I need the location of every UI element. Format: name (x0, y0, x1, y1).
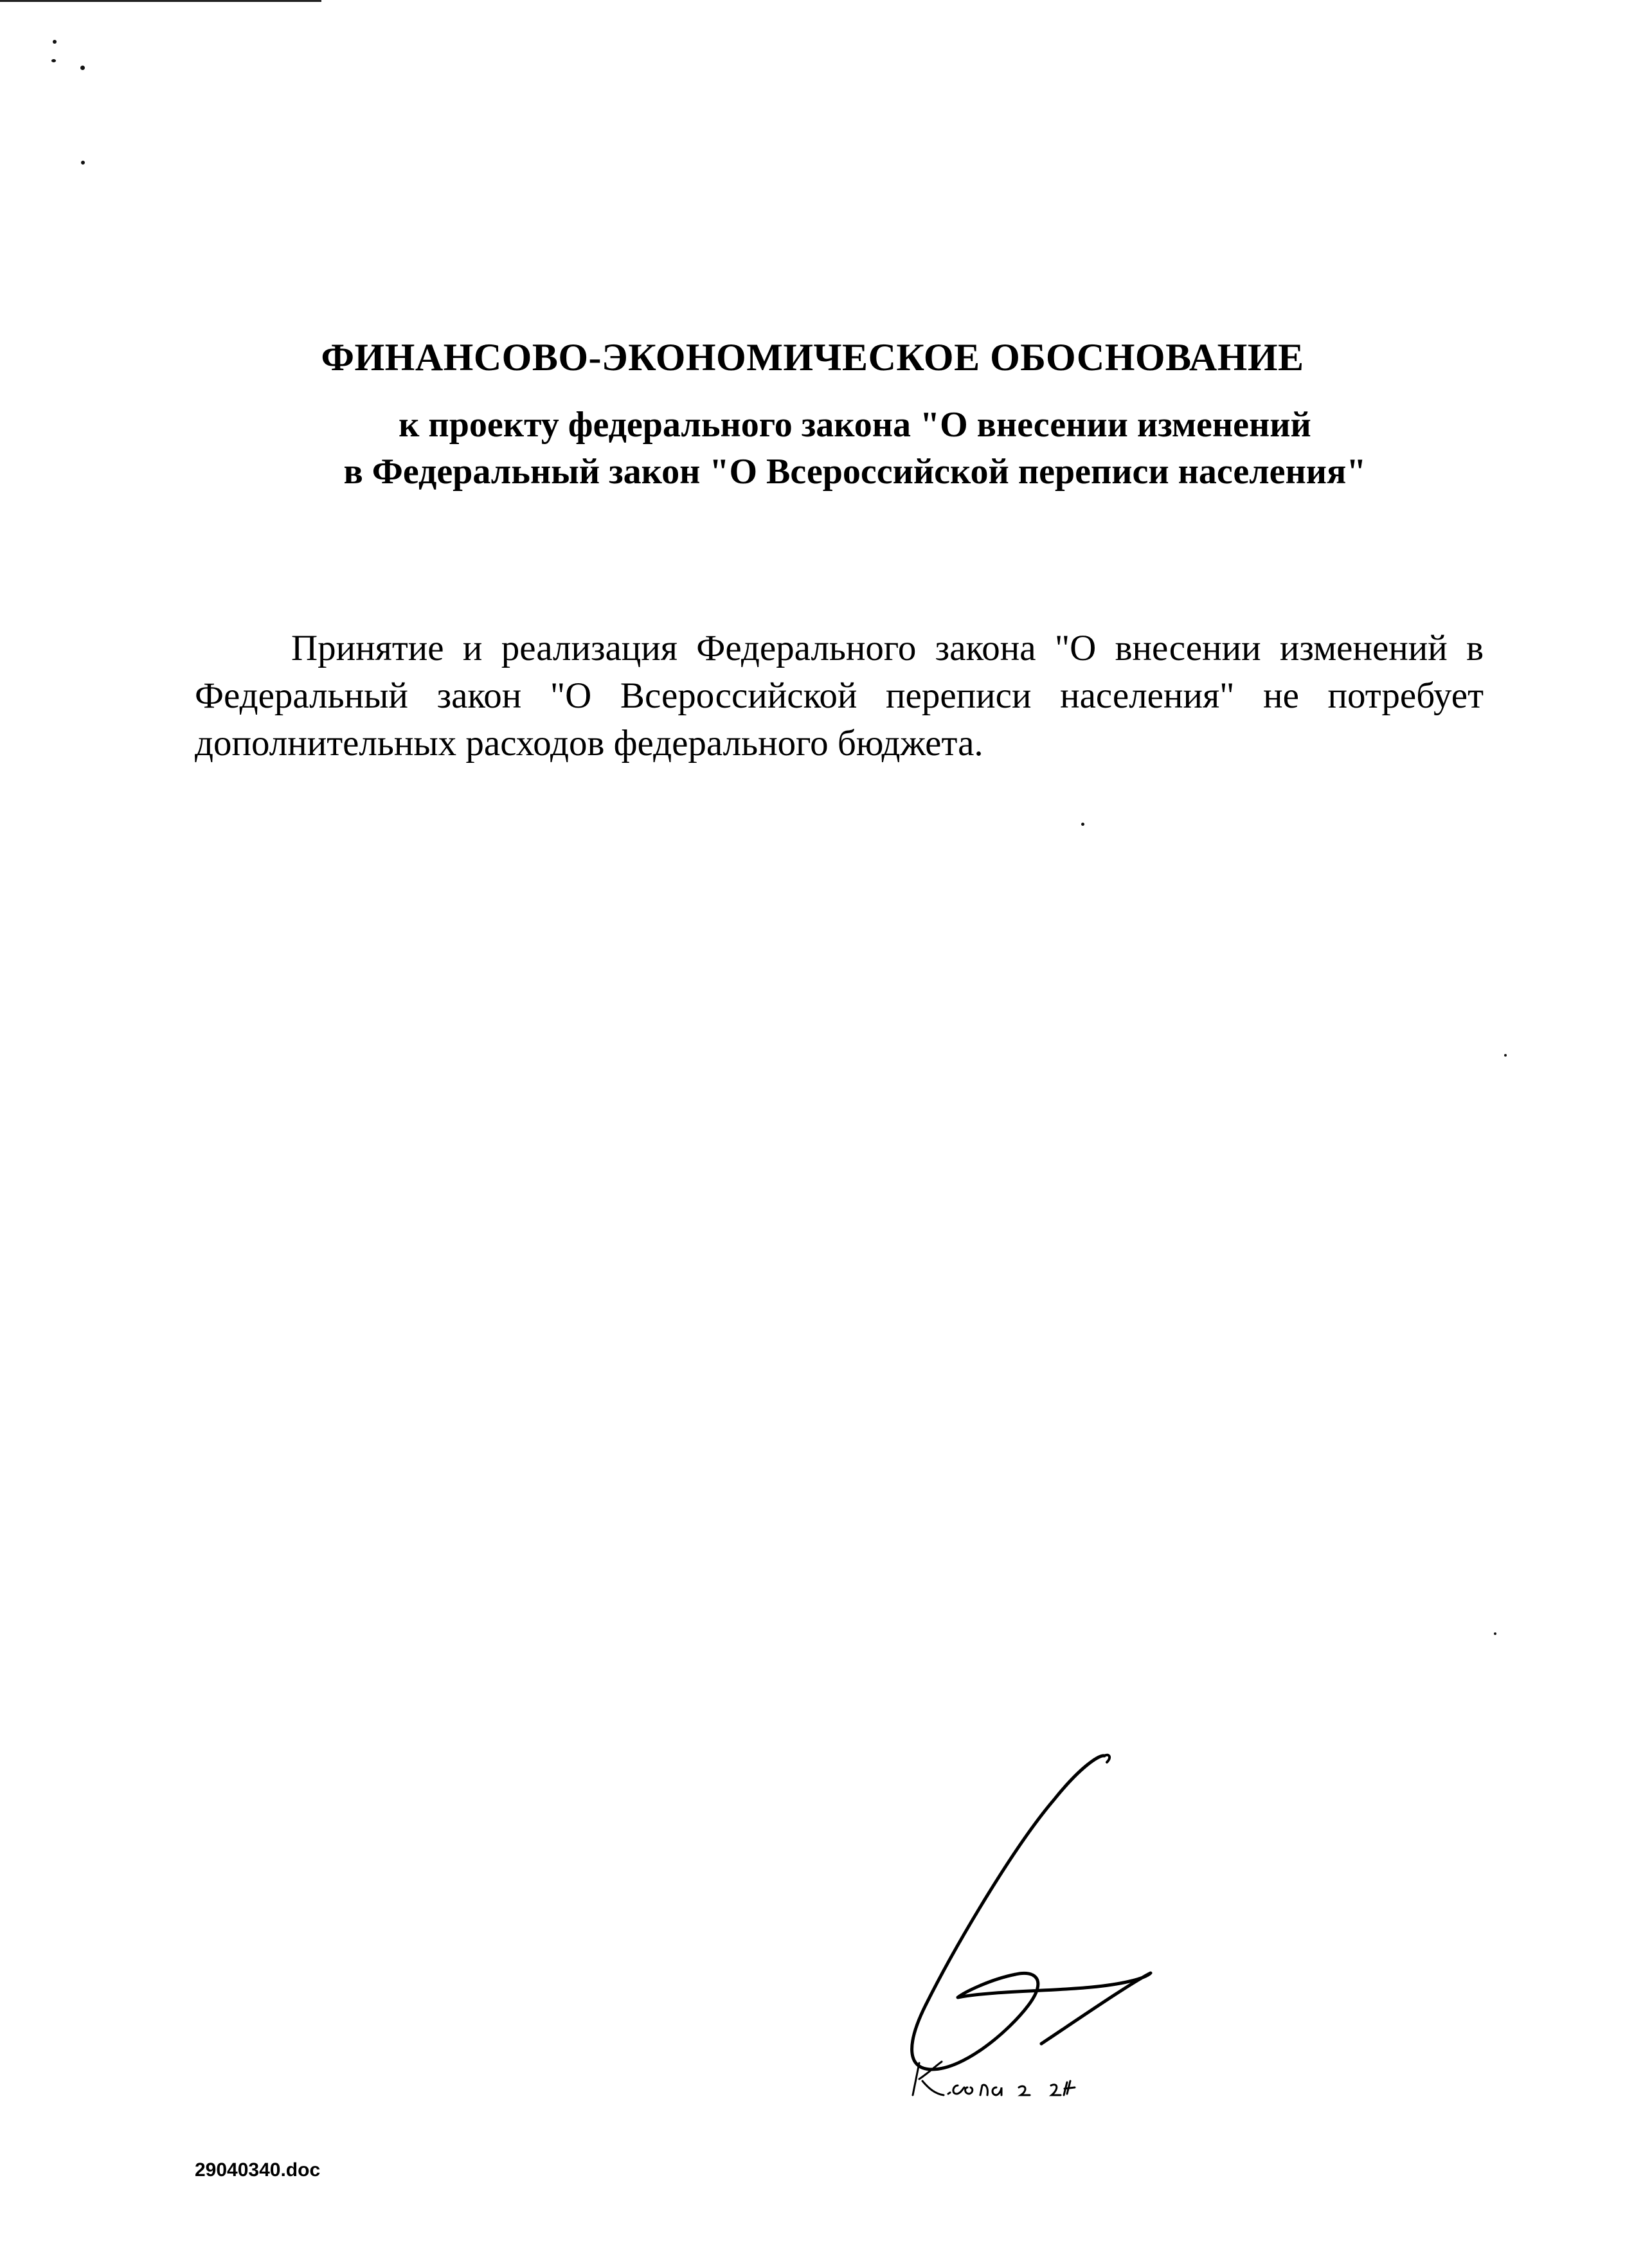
subtitle-line-2: в Федеральный закон "О Всероссийской переписи населения" (343, 451, 1367, 492)
scan-edge-line (0, 0, 321, 2)
handwritten-signature (887, 1748, 1183, 2095)
document-title: ФИНАНСОВО-ЭКОНОМИЧЕСКОЕ ОБОСНОВАНИЕ (321, 336, 1304, 379)
scan-speck (51, 59, 56, 62)
scan-speck (80, 66, 85, 70)
document-subtitle (193, 402, 1517, 496)
signature-initials (906, 2050, 1151, 2102)
scan-speck (1494, 1632, 1496, 1635)
scan-speck (81, 161, 85, 165)
body-paragraph: Принятие и реализация Федерального закона "О внесении изменений в Федеральный закон "О Всероссийской переписи населения" не потребует дополнительных расходов федерального бюджета. (195, 628, 1484, 764)
scan-speck (53, 40, 57, 44)
scan-speck (1081, 823, 1084, 826)
document-file-reference: 29040340.doc (195, 2159, 321, 2181)
scan-speck (1504, 1054, 1507, 1057)
subtitle-line-1: к проекту федерального закона "О внесении изменений (399, 405, 1311, 445)
